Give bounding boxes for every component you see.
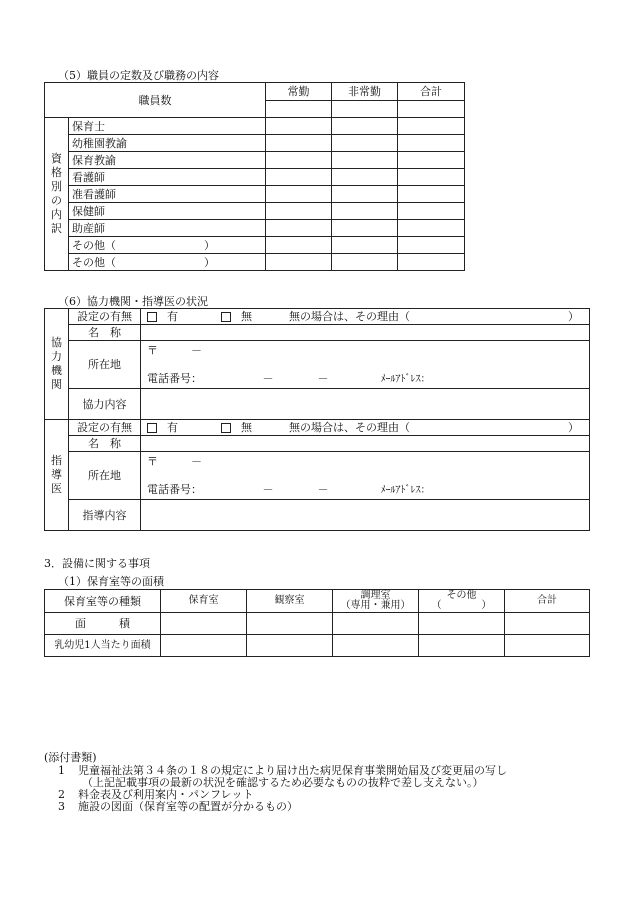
cell-input[interactable] [332,237,398,254]
col-fulltime: 常勤 [266,83,332,101]
phone-mail-line[interactable]: 電話番号： － － ﾒｰﾙｱﾄﾞﾚｽ： [141,365,590,389]
section5-title: （5）職員の定数及び職務の内容 [58,69,219,82]
cell-input[interactable] [398,118,465,135]
cell-input[interactable] [419,613,505,635]
cell-input[interactable] [247,613,333,635]
list-item: 2 料金表及び利用案内・パンフレット [58,788,254,801]
attachments-list [58,765,507,813]
cell-input[interactable] [266,118,332,135]
cell-input[interactable] [398,254,465,271]
cell-input[interactable] [398,203,465,220]
section6-title: （6）協力機関・指導医の状況 [58,295,208,308]
cell-input[interactable] [332,254,398,271]
cell-input[interactable] [398,152,465,169]
facility-area-table [44,589,590,657]
cell-input[interactable] [266,237,332,254]
cell-input[interactable] [332,118,398,135]
section3-title: 3．設備に関する事項 [44,557,150,570]
cell-input[interactable] [266,203,332,220]
cell-input[interactable] [332,220,398,237]
staff-row: 助産師 [69,220,266,237]
staff-row: 准看護師 [69,186,266,203]
cooperating-institution-side-label: 協力機関 [45,309,69,420]
name-input[interactable] [141,325,590,341]
cell-input[interactable] [398,237,465,254]
list-item: 3 施設の図面（保育室等の配置が分かるもの） [58,800,298,813]
cell-input[interactable] [333,613,419,635]
staff-row: 保育教諭 [69,152,266,169]
cell-input[interactable] [332,135,398,152]
guidance-content-input[interactable] [141,500,590,531]
cell-input[interactable] [266,135,332,152]
setting-label: 設定の有無 [69,309,141,325]
staff-row: 看護師 [69,169,266,186]
cell-input[interactable] [398,135,465,152]
cell-input[interactable] [266,152,332,169]
cell-input[interactable] [247,635,333,657]
cell-input[interactable] [266,186,332,203]
row-area-label: 面 積 [45,613,161,635]
cell-input[interactable] [398,169,465,186]
checkbox-no[interactable] [221,312,231,322]
cell-input[interactable] [505,613,590,635]
col-cooking-room: 調理室 （専用・兼用） [333,590,419,613]
name-label: 名 称 [69,325,141,341]
postal-code[interactable]: 〒 － [141,341,590,365]
checkbox-yes[interactable] [147,423,157,433]
col-observation-room: 観察室 [247,590,333,613]
cell-input[interactable] [266,169,332,186]
staff-row: 保育士 [69,118,266,135]
cell-input[interactable] [333,635,419,657]
col-facility-total: 合計 [505,590,590,613]
cell-input[interactable] [332,152,398,169]
row-per-child-label: 乳幼児1人当たり面積 [45,635,161,657]
name-input[interactable] [141,436,590,452]
cell-input[interactable] [332,169,398,186]
guidance-content-label: 指導内容 [69,500,141,531]
list-item: 1 児童福祉法第３４条の１８の規定により届け出た病児保育事業開始届及び変更届の写し [58,764,507,777]
staff-table [44,82,465,271]
setting-label: 設定の有無 [69,420,141,436]
cell-input[interactable] [161,613,247,635]
cooperation-table [44,308,590,531]
col-other: その他 （ ） [419,590,505,613]
supervising-doctor-side-label: 指導医 [45,420,69,531]
staff-row: その他（ ） [69,237,266,254]
attachments-title: (添付書類) [44,751,97,764]
phone-mail-line[interactable]: 電話番号： － － ﾒｰﾙｱﾄﾞﾚｽ： [141,476,590,500]
cell-input[interactable] [398,186,465,203]
list-item: （上記記載事項の最新の状況を確認するため必要なものの抜粋で差し支えない。） [82,776,484,789]
cell-input[interactable] [505,635,590,657]
checkbox-no[interactable] [221,423,231,433]
cell-input[interactable] [419,635,505,657]
staff-row: 保健師 [69,203,266,220]
cell-input[interactable] [332,203,398,220]
section3-subtitle: （1）保育室等の面積 [58,575,164,588]
cell-input[interactable] [266,254,332,271]
staff-row: 幼稚園教諭 [69,135,266,152]
col-parttime: 非常勤 [332,83,398,101]
address-label: 所在地 [69,452,141,500]
col-room-type: 保育室等の種類 [45,590,161,613]
checkbox-yes[interactable] [147,312,157,322]
name-label: 名 称 [69,436,141,452]
cooperation-content-input[interactable] [141,389,590,420]
staff-count-header: 職員数 [45,83,266,118]
staff-row: その他（ ） [69,254,266,271]
cell-input[interactable] [161,635,247,657]
setting-options: 有 無 無の場合は、その理由（ ） [141,420,590,436]
col-total: 合計 [398,83,465,101]
setting-options: 有 無 無の場合は、その理由（ ） [141,309,590,325]
address-label: 所在地 [69,341,141,389]
qualification-side-label: 資格別の内訳 [45,118,69,271]
cell-input[interactable] [332,186,398,203]
col-nursery-room: 保育室 [161,590,247,613]
cell-input[interactable] [398,220,465,237]
cooperation-content-label: 協力内容 [69,389,141,420]
postal-code[interactable]: 〒 － [141,452,590,476]
cell-input[interactable] [266,220,332,237]
